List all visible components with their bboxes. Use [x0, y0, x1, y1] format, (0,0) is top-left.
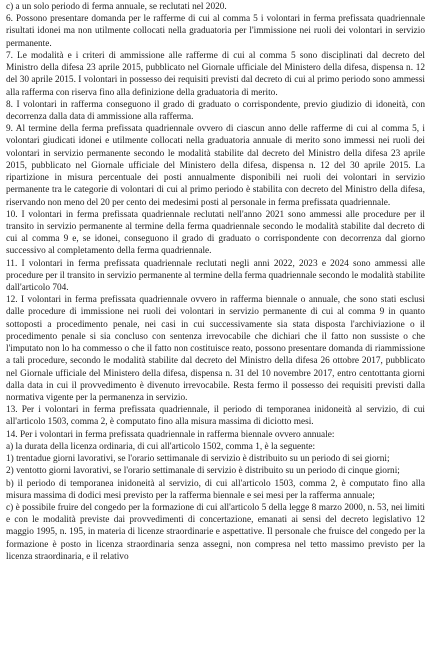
- paragraph-comma-6: 6. Possono presentare domanda per le rafferme di cui al comma 5 i volontari in ferma prefissata quadriennale risultati idonei ma non utilmente collocati nella graduatoria per l'immissione nei ruoli dei volontari in servizio permanente.: [6, 14, 425, 49]
- paragraph-letter-a: a) la durata della licenza ordinaria, di cui all'articolo 1502, comma 1, è la seguente:: [6, 441, 316, 452]
- paragraph-item-2: 2) ventotto giorni lavorativi, se l'orario settimanale di servizio è distribuito su un periodo di cinque giorni;: [6, 466, 400, 477]
- paragraph-comma-7: 7. Le modalità e i criteri di ammissione alle rafferme di cui al comma 5 sono disciplinati dal decreto del Ministro della difesa 23 aprile 2015, pubblicato nel Giornale ufficiale del Ministero della difesa, dispensa n. 12 del 30 aprile 2015. I volontari in possesso dei requisiti previsti dal decreto di cui al primo periodo sono ammessi alla rafferma con riserva fino alla definizione della graduatoria di merito.: [6, 50, 425, 98]
- paragraph-comma-14: 14. Per i volontari in ferma prefissata quadriennale in rafferma biennale ovvero annuale:: [6, 429, 335, 440]
- paragraph-letter-b: b) il periodo di temporanea inidoneità al servizio, di cui all'articolo 1503, comma 2, è computato fino alla misura massima di dodici mesi previsto per la rafferma biennale e sei mesi per la rafferma annuale;: [6, 478, 425, 501]
- paragraph-comma-8: 8. I volontari in rafferma conseguono il grado di graduato o corrispondente, previo giudizio di idoneità, con decorrenza dalla data di ammissione alla rafferma.: [6, 99, 425, 122]
- paragraph-comma-12: 12. I volontari in ferma prefissata quadriennale ovvero in rafferma biennale o annuale, che sono stati esclusi dalle procedure di immissione nei ruoli dei volontari in servizio permanente di cui al comma 9 in quanto sottoposti a procedimento penale, nei casi in cui successivamente sia stata disposta l'archiviazione o il procedimento penale si sia concluso con sentenza irrevocabile che dichiari che il fatto non sussiste o che l'imputato non lo ha commesso o che il fatto non costituisce reato, possono presentare domanda di riammissione a tali procedure, secondo le modalità stabilite dal decreto del Ministro della difesa 26 ottobre 2017, pubblicato nel Giornale ufficiale del Ministero della difesa, dispensa n. 31 del 10 novembre 2017, entro centottanta giorni dalla data in cui il provvedimento è divenuto irrevocabile. Resta fermo il possesso dei requisiti previsti dalla normativa vigente per la permanenza in servizio.: [6, 295, 425, 403]
- paragraph-comma-11: 11. I volontari in ferma prefissata quadriennale reclutati negli anni 2022, 2023 e 2024 sono ammessi alle procedure per il transito in servizio permanente al termine della ferma quadriennale secondo le modalità stabilite dall'articolo 704.: [6, 258, 425, 294]
- paragraph-comma-9: 9. Al termine della ferma prefissata quadriennale ovvero di ciascun anno delle rafferme di cui al comma 5, i volontari giudicati idonei e utilmente collocati nella graduatoria annuale di merito sono immessi nei ruoli dei volontari in servizio permanente secondo le modalità stabilite dal decreto del Ministro della difesa 23 aprile 2015, pubblicato nel Giornale ufficiale del Ministero della difesa, dispensa n. 12 del 30 aprile 2015. La ripartizione in misura percentuale dei posti annualmente disponibili nei ruoli dei volontari in servizio permanente tra le categorie di volontari di cui al primo periodo è stabilita con decreto del Ministro della difesa, riservando non meno del 20 per cento dei medesimi posti al personale in ferma prefissata quadriennale.: [6, 124, 425, 208]
- paragraph-comma-13: 13. Per i volontari in ferma prefissata quadriennale, il periodo di temporanea inidoneità al servizio, di cui all'articolo 1503, comma 2, è computato fino alla misura massima di diciotto mesi.: [6, 405, 425, 428]
- paragraph-letter-c-congedo: c) è possibile fruire del congedo per la formazione di cui all'articolo 5 della legge 8 marzo 2000, n. 53, nei limiti e con le modalità previste dai provvedimenti di concertazione, emanati ai sensi del decreto legislativo 12 maggio 1995, n. 195, in materia di licenze straordinarie e aspettative. Il personale che fruisce del congedo per la formazione è posto in licenza straordinaria senza assegni, non compresa nel tetto massimo previsto per la licenza straordinaria, e il relativo: [6, 502, 425, 562]
- paragraph-comma-10: 10. I volontari in ferma prefissata quadriennale reclutati nell'anno 2021 sono ammessi alle procedure per il transito in servizio permanente al termine della ferma quadriennale secondo le modalità stabilite dal decreto di cui al comma 9 e, se idonei, conseguono il grado di graduato o corrispondente con decorrenza dal giorno successivo al completamento della ferma quadriennale.: [6, 209, 425, 257]
- paragraph-item-1: 1) trentadue giorni lavorativi, se l'orario settimanale di servizio è distribuito su un periodo di sei giorni;: [6, 454, 390, 465]
- paragraph-letter-c-ferma-annuale: c) a un solo periodo di ferma annuale, se reclutati nel 2020.: [6, 2, 227, 12]
